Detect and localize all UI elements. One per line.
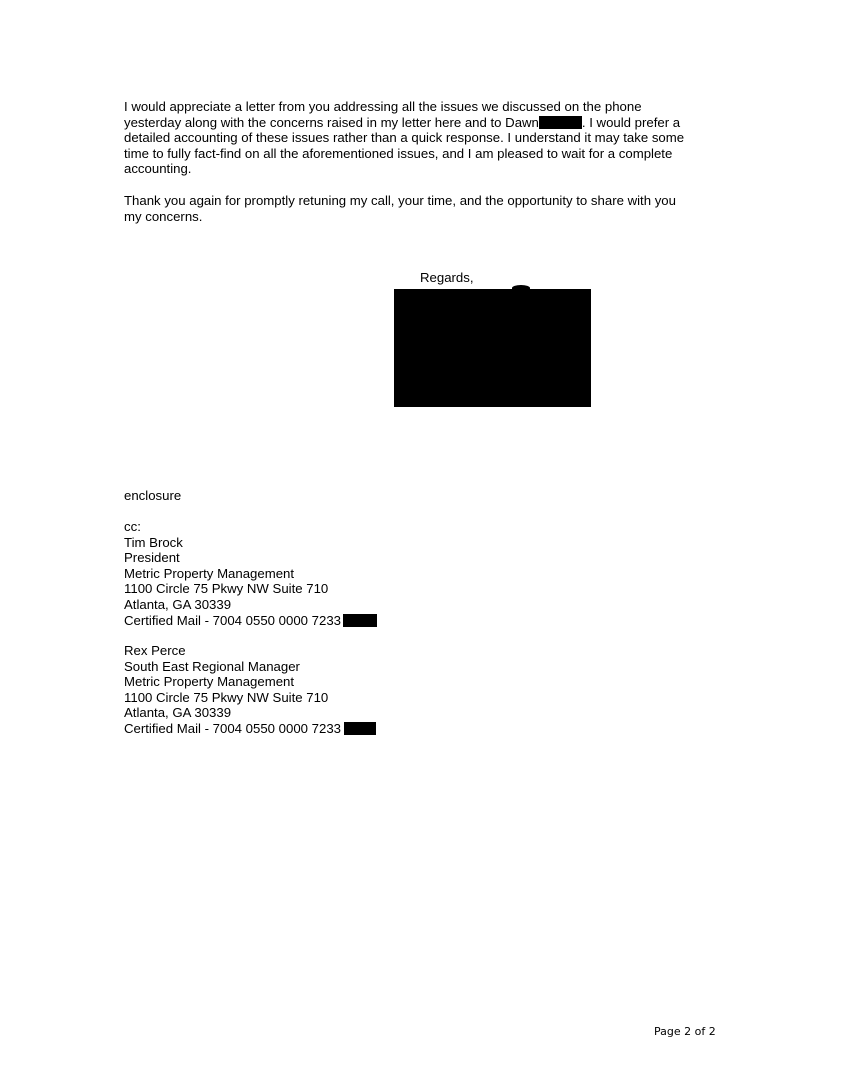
paragraph-line: my concerns. (124, 208, 203, 224)
recipient-company: Metric Property Management (124, 674, 295, 690)
recipient-company: Metric Property Management (124, 565, 295, 581)
cc-recipient-block (124, 643, 376, 737)
paragraph-line: detailed accounting of these issues rather than a quick response. I understand it may take some (124, 130, 685, 146)
recipient-certified-mail (124, 613, 377, 629)
redaction-box (343, 614, 377, 627)
recipient-title: South East Regional Manager (124, 658, 300, 674)
paragraph-line (124, 115, 714, 131)
paragraph-line: time to fully fact-find on all the aforementioned issues, and I am pleased to wait for a complete (124, 145, 673, 161)
paragraph-line: I would appreciate a letter from you addressing all the issues we discussed on the phone (124, 99, 642, 114)
redaction-box (344, 722, 376, 735)
paragraph-line: accounting. (124, 161, 192, 177)
recipient-certified-mail (124, 721, 376, 737)
redacted-signature (394, 289, 591, 407)
body-paragraph-thanks (124, 193, 714, 224)
enclosure-note: enclosure (124, 488, 182, 503)
recipient-address-line1: 1100 Circle 75 Pkwy NW Suite 710 (124, 689, 329, 705)
paragraph-line: Thank you again for promptly retuning my call, your time, and the opportunity to share with you (124, 193, 676, 208)
closing-salutation: Regards, (420, 270, 474, 285)
recipient-name: Rex Perce (124, 643, 186, 658)
recipient-address-line2: Atlanta, GA 30339 (124, 705, 232, 721)
body-paragraph-request (124, 99, 714, 177)
paragraph-line-segment: yesterday along with the concerns raised in my letter here and to Dawn (124, 114, 539, 130)
cc-label: cc: (124, 519, 141, 534)
page-number: Page 2 of 2 (654, 1025, 716, 1038)
cc-block (124, 519, 377, 628)
recipient-title: President (124, 550, 180, 566)
redaction-box (539, 116, 582, 129)
paragraph-line-segment: . I would prefer a (581, 114, 681, 130)
recipient-address-line1: 1100 Circle 75 Pkwy NW Suite 710 (124, 581, 329, 597)
recipient-address-line2: Atlanta, GA 30339 (124, 596, 232, 612)
recipient-name: Tim Brock (124, 534, 183, 550)
certified-mail-number: Certified Mail - 7004 0550 0000 7233 (124, 720, 342, 736)
certified-mail-number: Certified Mail - 7004 0550 0000 7233 (124, 612, 342, 628)
